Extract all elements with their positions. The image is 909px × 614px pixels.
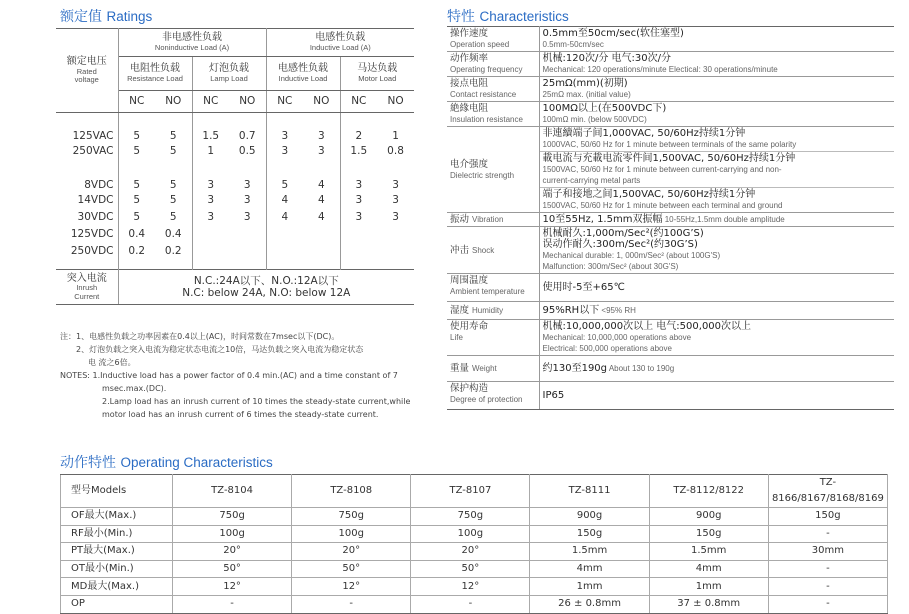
operating-value: - [768, 578, 887, 596]
rated-voltage-header: 额定电压 Rated voltage [56, 29, 118, 113]
inrush-value: N.C.:24A以下、N.O.:12A以下 N.C: below 24A, N.O: below 12A [118, 270, 414, 305]
rating-value [266, 226, 303, 243]
rating-value: 3 [229, 192, 266, 209]
dielectric-subrow [540, 188, 895, 212]
operating-value: 26 ± 0.8mm [530, 595, 649, 613]
value-line: 100mΩ min. (below 500VDC) [542, 115, 647, 124]
operating-value: 50° [173, 560, 292, 578]
operating-row [61, 560, 888, 578]
ratings-title-en: Ratings [106, 9, 153, 24]
value-line: 机械:10,000,000次以上 电气:500,000次以上 [542, 321, 752, 332]
contact-no: NO [377, 91, 414, 113]
characteristic-value [539, 27, 894, 52]
ratings-title-cn: 额定值 [60, 9, 102, 25]
operating-value: 750g [292, 508, 411, 526]
characteristic-value [539, 382, 894, 410]
operating-row-label: OF最大(Max.) [61, 508, 173, 526]
spacer-cell [266, 260, 303, 270]
voltage-cell: 8VDC [56, 160, 118, 192]
value-line: IP65 [542, 390, 565, 401]
rating-value: 3 [303, 143, 340, 160]
lamp-load-header: 灯泡负载 Lamp Load [192, 57, 266, 91]
rating-value [229, 226, 266, 243]
operating-row-label: OT最小(Min.) [61, 560, 173, 578]
operating-row-label: MD最大(Max.) [61, 578, 173, 596]
rating-value [340, 226, 377, 243]
rating-value: 1 [392, 130, 399, 143]
voltage-cell: 125VDC [56, 226, 118, 243]
value-line: About 130 to 190g [607, 364, 675, 373]
rating-value: 5 [133, 130, 141, 143]
operating-value: 100g [292, 525, 411, 543]
value-line: Mechanical: 120 operations/minute Electical: 30 operations/minute [542, 65, 778, 74]
operating-value: 750g [411, 508, 530, 526]
rating-value: 3 [281, 130, 289, 143]
rating-value: 1.5 [202, 130, 220, 143]
rating-value [377, 226, 414, 243]
characteristics-title-en: Characteristics [479, 9, 569, 24]
operating-title-en: Operating Characteristics [120, 455, 273, 470]
inductive-load-header: 电感性负载 Inductive Load [266, 57, 340, 91]
characteristic-label [447, 356, 539, 382]
label-cn: 接点电阻 [450, 78, 489, 89]
spacer-cell [155, 260, 192, 270]
characteristics-title-cn: 特性 [447, 9, 475, 25]
rating-value: 5 [155, 192, 192, 209]
operating-value: 1.5mm [530, 543, 649, 561]
characteristic-value [539, 227, 894, 274]
operating-value: TZ-8107 [411, 475, 530, 508]
characteristic-label [447, 77, 539, 102]
inductive-group-header: 电感性负载 Inductive Load (A) [266, 29, 414, 57]
characteristic-label [447, 102, 539, 127]
noninductive-group-header: 非电感性负载 Noninductive Load (A) [118, 29, 266, 57]
spacer-cell [340, 260, 377, 270]
operating-value: 150g [768, 508, 887, 526]
characteristic-label [447, 274, 539, 302]
operating-value: 20° [292, 543, 411, 561]
characteristic-label [447, 27, 539, 52]
operating-row [61, 508, 888, 526]
operating-value: TZ-8111 [530, 475, 649, 508]
rating-row [56, 226, 414, 243]
characteristics-heading [447, 6, 569, 26]
label-cn: 动作频率 [450, 53, 489, 64]
operating-value: 150g [530, 525, 649, 543]
operating-row [61, 525, 888, 543]
rating-value: 0.4 [128, 227, 146, 240]
rating-value [303, 243, 340, 260]
rating-value: 5 [133, 193, 141, 206]
operating-value: TZ-8166/8167/8168/8169 [768, 475, 887, 508]
operating-value: 1mm [530, 578, 649, 596]
label-en: Shock [472, 245, 495, 255]
rating-value: 3 [392, 179, 399, 192]
value-line: 1000VAC, 50/60 Hz for 1 minute between terminals of the same polarity [542, 140, 797, 149]
label-en: Contact resistance [450, 90, 517, 99]
characteristic-label [447, 302, 539, 320]
rating-value: 3 [207, 210, 215, 223]
note-line: 2、灯泡负载之突入电流为稳定状态电流之10倍，马达负载之突入电流为稳定状态 [76, 345, 364, 354]
ratings-heading [60, 6, 152, 26]
label-cn: 保护构造 [450, 383, 489, 394]
rating-value: 3 [281, 144, 289, 157]
rating-value [303, 226, 340, 243]
contact-no: NO [155, 91, 192, 113]
value-line: 使用时-5至+65℃ [542, 282, 625, 293]
characteristic-label [447, 382, 539, 410]
operating-value: 37 ± 0.8mm [649, 595, 768, 613]
label-en: Degree of protection [450, 395, 523, 404]
contact-nc: NC [192, 91, 229, 113]
voltage-cell: 250VAC [56, 143, 118, 160]
label-en: Vibration [472, 215, 504, 224]
spacer-cell [229, 260, 266, 270]
operating-value: - [768, 595, 887, 613]
rating-value: 3 [207, 179, 215, 192]
operating-value: - [411, 595, 530, 613]
operating-value: - [768, 560, 887, 578]
operating-value: 12° [173, 578, 292, 596]
value-line: 非連續端子间1,000VAC, 50/60Hz持续1分钟 [542, 128, 746, 139]
value-line: 0.5mm至50cm/sec(软住塞型) [542, 28, 684, 39]
value-line: 25mΩ max. (initial value) [542, 90, 631, 99]
rating-value: 3 [355, 193, 363, 206]
value-line: Mechanical durable: 1, 000m/Sec² (about 100G'S) [542, 251, 721, 260]
characteristic-label [447, 213, 539, 227]
rating-value: 5 [133, 210, 141, 223]
rating-row [56, 192, 414, 209]
note-line: motor load has an inrush current of 6 times the steady-state current. [102, 410, 379, 419]
rating-value: 3 [355, 179, 363, 192]
characteristic-row [447, 27, 894, 52]
rating-value: 3 [355, 210, 363, 223]
operating-value: 1mm [649, 578, 768, 596]
operating-row-label: 型号Models [61, 475, 173, 508]
value-line: 1500VAC, 50/60 Hz for 1 minute between each terminal and ground [542, 201, 783, 210]
characteristic-row [447, 102, 894, 127]
characteristic-row [447, 227, 894, 274]
rating-value: 3 [229, 209, 266, 226]
label-cn: 絶緣电阻 [450, 103, 489, 114]
label-en: Life [450, 333, 463, 342]
rating-value: 5 [155, 143, 192, 160]
value-line: 1500VAC, 50/60 Hz for 1 minute between current-carrying and non- [542, 165, 782, 174]
inrush-row [56, 270, 414, 305]
characteristic-value [539, 320, 894, 356]
contact-no: NO [229, 91, 266, 113]
operating-value: - [768, 525, 887, 543]
note-line: 2.Lamp load has an inrush current of 10 times the steady-state current,while [102, 397, 411, 406]
characteristic-value [539, 102, 894, 127]
characteristic-label [447, 320, 539, 356]
operating-value: TZ-8104 [173, 475, 292, 508]
spacer-cell [303, 260, 340, 270]
operating-value: 20° [411, 543, 530, 561]
operating-row-label: RF最小(Min.) [61, 525, 173, 543]
rating-value: 5 [133, 179, 141, 192]
operating-table [60, 474, 888, 614]
operating-value: 4mm [649, 560, 768, 578]
characteristic-row [447, 213, 894, 227]
operating-row [61, 543, 888, 561]
contact-nc: NC [266, 91, 303, 113]
operating-value: TZ-8112/8122 [649, 475, 768, 508]
label-cn: 使用寿命 [450, 321, 489, 332]
rating-value [340, 243, 377, 260]
rating-value: 0.4 [155, 226, 192, 243]
label-cn: 重量 [450, 363, 470, 374]
label-cn: 湿度 [450, 305, 470, 316]
characteristic-row [447, 52, 894, 77]
ratings-notes [60, 330, 420, 421]
operating-value: - [292, 595, 411, 613]
rating-value: 4 [303, 160, 340, 192]
value-line: Malfunction: 300m/Sec² (about 30G'S) [542, 262, 679, 271]
rating-row [56, 160, 414, 192]
value-line: Mechanical: 10,000,000 operations above [542, 333, 692, 342]
characteristic-label [447, 127, 539, 213]
rating-value [266, 243, 303, 260]
operating-value: 4mm [530, 560, 649, 578]
characteristic-value [539, 52, 894, 77]
value-line: current-carrying metal parts [542, 176, 641, 185]
operating-value: 100g [173, 525, 292, 543]
contact-no: NO [303, 91, 340, 113]
rating-value: 3 [392, 210, 399, 223]
rating-value: 5 [281, 179, 289, 192]
voltage-cell: 30VDC [56, 209, 118, 226]
rating-value: 5 [133, 144, 141, 157]
contact-nc: NC [118, 91, 155, 113]
operating-value: 150g [649, 525, 768, 543]
value-line: <95% RH [599, 306, 636, 315]
rating-value: 5 [155, 160, 192, 192]
operating-value: 12° [292, 578, 411, 596]
inrush-label: 突入电流 Inrush Current [56, 270, 118, 305]
characteristic-value [539, 127, 894, 213]
operating-row-label: OP [61, 595, 173, 613]
value-line: 25mΩ(mm)(初期) [542, 78, 628, 89]
operating-header-row [61, 475, 888, 508]
operating-row [61, 578, 888, 596]
rating-value: 5 [155, 113, 192, 143]
note-line: NOTES: 1.Inductive load has a power factor of 0.4 min.(AC) and a time constant of 7 [60, 371, 398, 380]
voltage-cell: 250VDC [56, 243, 118, 260]
note-line: 电 流之6倍。 [88, 358, 136, 367]
value-line: 載电流与充載电流零件间1,500VAC, 50/60Hz持续1分钟 [542, 153, 796, 164]
value-line: 95%RH以下 [542, 305, 600, 316]
operating-value: 900g [530, 508, 649, 526]
characteristic-row [447, 356, 894, 382]
rating-value [192, 243, 229, 260]
value-line: 误动作耐久:300m/Sec²(约30G’S) [542, 239, 698, 250]
characteristic-value [539, 77, 894, 102]
characteristics-table [447, 26, 894, 410]
motor-load-header: 马达负载 Motor Load [340, 57, 414, 91]
label-cn: 周围温度 [450, 275, 489, 286]
operating-row [61, 595, 888, 613]
characteristic-row [447, 77, 894, 102]
spacer-cell [192, 260, 229, 270]
label-en: Humidity [472, 306, 504, 315]
rating-value: 0.8 [387, 144, 404, 157]
rating-row [56, 113, 414, 143]
rating-value: 5 [155, 209, 192, 226]
spacer-cell [377, 260, 414, 270]
operating-value: 100g [411, 525, 530, 543]
voltage-cell: 125VAC [56, 113, 118, 143]
rating-value: 4 [281, 210, 289, 223]
spacer-cell [118, 260, 155, 270]
value-line: 100MΩ以上(在500VDC下) [542, 103, 667, 114]
operating-value: 900g [649, 508, 768, 526]
spacer-cell [56, 260, 118, 270]
operating-heading [60, 452, 273, 472]
rating-value: 4 [303, 209, 340, 226]
operating-value: 12° [411, 578, 530, 596]
characteristic-value [539, 213, 894, 227]
rating-value [229, 243, 266, 260]
value-line: 10至55Hz, 1.5mm双振幅 [542, 214, 663, 225]
operating-value: 50° [411, 560, 530, 578]
operating-value: 750g [173, 508, 292, 526]
characteristic-value [539, 274, 894, 302]
value-line: 端子和接地之间1,500VAC, 50/60Hz持续1分钟 [542, 189, 756, 200]
value-line: 机械:120次/分 电气:30次/分 [542, 53, 671, 64]
value-line: 10-55Hz,1.5mm double amplitude [662, 215, 785, 224]
value-line: Electrical: 500,000 operations above [542, 344, 672, 353]
rating-row [56, 243, 414, 260]
note-line: msec.max.(DC). [102, 384, 167, 393]
note-line: 注：1、电感性负载之功率因素在0.4以上(AC)，时间常数在7msec以下(DC)。 [60, 332, 340, 341]
label-en: Ambient temperature [450, 287, 525, 296]
rating-row [56, 143, 414, 160]
operating-value: TZ-8108 [292, 475, 411, 508]
operating-value: - [173, 595, 292, 613]
label-cn: 电介强度 [450, 158, 489, 170]
resistance-load-header: 电阻性负载 Resistance Load [118, 57, 192, 91]
rating-value: 3 [303, 113, 340, 143]
rating-value: 2 [355, 130, 363, 143]
contact-nc: NC [340, 91, 377, 113]
rating-value: 1 [207, 144, 215, 157]
rating-value [377, 243, 414, 260]
characteristic-label [447, 52, 539, 77]
rating-value: 0.5 [229, 143, 266, 160]
rating-value: 0.2 [128, 244, 146, 257]
operating-value: 50° [292, 560, 411, 578]
characteristic-value [539, 356, 894, 382]
rating-value [192, 226, 229, 243]
rating-value: 0.2 [155, 243, 192, 260]
dielectric-subrow [540, 127, 895, 152]
label-en: Insulation resistance [450, 115, 523, 124]
label-en: Weight [472, 364, 497, 373]
label-en: Operating frequency [450, 65, 523, 74]
characteristic-label [447, 227, 539, 274]
characteristic-row [447, 320, 894, 356]
operating-title-cn: 动作特性 [60, 455, 116, 471]
characteristic-value [539, 302, 894, 320]
label-cn: 冲击 [450, 244, 470, 256]
rating-value: 0.7 [229, 113, 266, 143]
voltage-cell: 14VDC [56, 192, 118, 209]
rating-value: 4 [281, 193, 289, 206]
characteristic-row [447, 127, 894, 213]
operating-value: 30mm [768, 543, 887, 561]
operating-row-label: PT最大(Max.) [61, 543, 173, 561]
rating-row [56, 209, 414, 226]
value-line: 机械耐久:1,000m/Sec²(约100G’S) [542, 228, 704, 239]
rating-value: 3 [207, 193, 215, 206]
characteristic-row [447, 274, 894, 302]
label-cn: 振动 [450, 214, 470, 225]
value-line: 约130至190g [542, 363, 608, 374]
label-en: Dielectric strength [450, 170, 515, 180]
rating-value: 4 [303, 192, 340, 209]
value-line: 0.5mm-50cm/sec [542, 40, 604, 49]
rating-value: 3 [229, 160, 266, 192]
operating-value: 20° [173, 543, 292, 561]
label-cn: 操作速度 [450, 28, 489, 39]
rating-spacer [56, 260, 414, 270]
characteristic-row [447, 382, 894, 410]
label-en: Operation speed [450, 40, 510, 49]
rating-value: 3 [392, 193, 399, 206]
rating-value: 1.5 [350, 144, 368, 157]
characteristic-row [447, 302, 894, 320]
ratings-table [56, 28, 414, 305]
dielectric-subrow [540, 152, 895, 188]
operating-value: 1.5mm [649, 543, 768, 561]
